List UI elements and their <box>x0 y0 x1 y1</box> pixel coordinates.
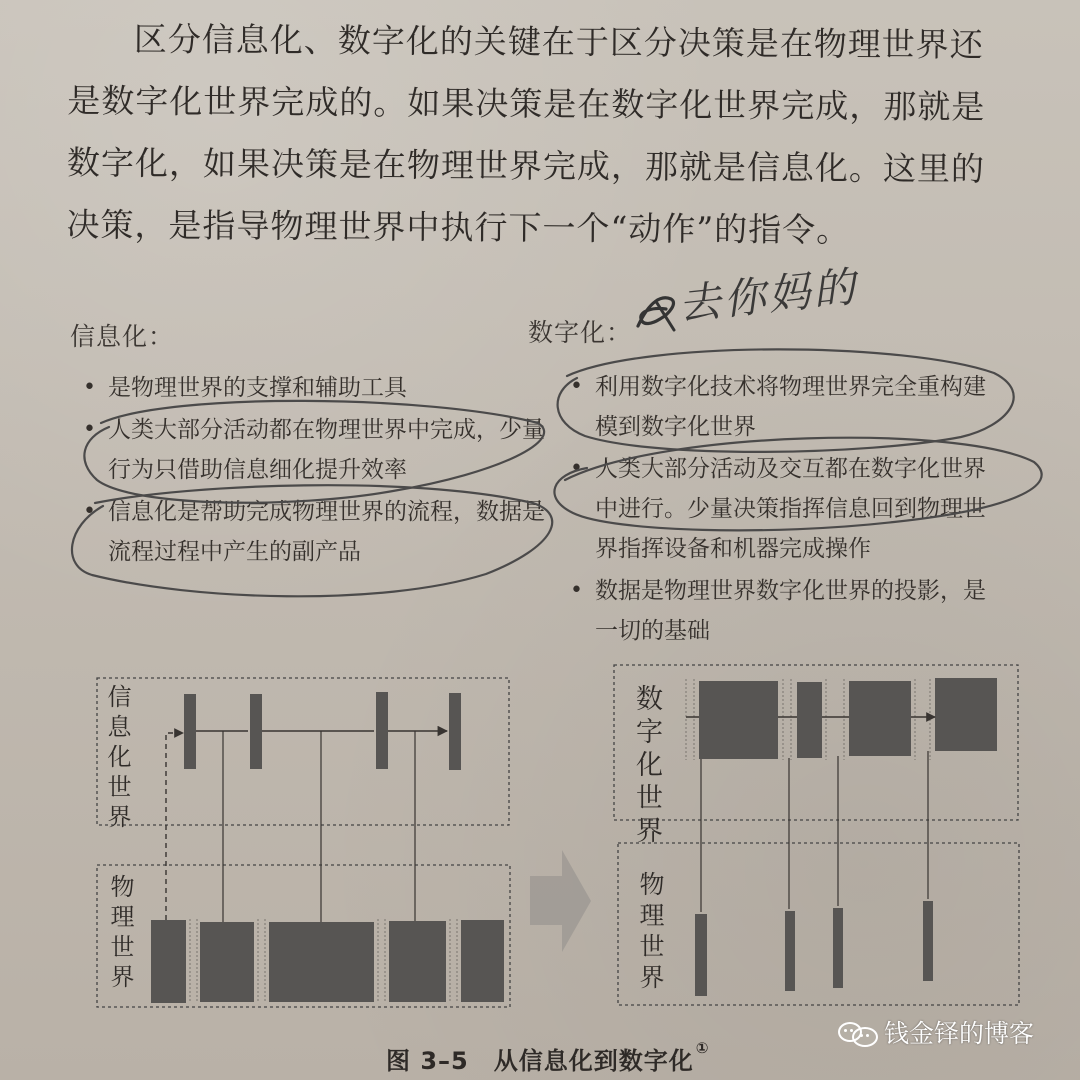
list-item: • 信息化是帮助完成物理世界的流程，数据是流程过程中产生的副产品 <box>78 492 548 572</box>
right-physical-bar-3 <box>833 908 843 988</box>
caption-text: 图 3–5 从信息化到数字化 <box>386 1047 694 1075</box>
informatization-heading: 信息化： <box>70 322 175 351</box>
physical-block-5 <box>461 920 504 1002</box>
list-item: • 利用数字化技术将物理世界完全重构建模到数字化世界 <box>565 367 1005 447</box>
right-diagram <box>614 665 1019 1005</box>
digital-block-3 <box>849 681 911 756</box>
list-item: • 数据是物理世界数字化世界的投影，是一切的基础 <box>565 571 1005 651</box>
physical-block-4 <box>389 921 446 1002</box>
chat-bubble-icon <box>852 1027 878 1047</box>
main-paragraph: 区分信息化、数字化的关键在于区分决策是在物理世界还是数字化世界完成的。如果决策是在数字化世界完成，那就是数字化，如果决策是在物理世界完成，那就是信息化。这里的决策，是指导物理世界中执行下一个“动作”的指令。 <box>66 19 986 250</box>
left-dashed-uplink <box>166 733 183 920</box>
right-physical-bar-4 <box>923 901 933 981</box>
info-block-4 <box>449 693 461 770</box>
blog-watermark <box>838 1009 1034 1055</box>
watermark-text: 钱金铎的博客 <box>884 1019 1035 1048</box>
list-item: • 是物理世界的支撑和辅助工具 <box>78 368 548 408</box>
right-digital-world-label: 数字化世界 <box>631 684 662 849</box>
info-block-1 <box>184 694 196 769</box>
right-physical-bar-2 <box>785 911 795 991</box>
digital-block-1 <box>699 681 778 759</box>
digital-block-2 <box>797 682 822 758</box>
bubble-dot <box>844 1029 847 1032</box>
transition-arrow <box>530 850 591 952</box>
digitization-heading: 数字化： <box>528 318 633 347</box>
right-physical-world-box <box>618 843 1019 1005</box>
left-info-world-label: 信息化世界 <box>103 684 131 834</box>
right-physical-bar-1 <box>695 914 707 996</box>
handwritten-note: 去你妈的 <box>676 261 861 330</box>
info-block-3 <box>376 692 388 769</box>
physical-block-2 <box>200 922 254 1002</box>
physical-block-1 <box>151 920 186 1003</box>
list-item: • 人类大部分活动都在物理世界中完成，少量行为只借助信息细化提升效率 <box>78 410 548 490</box>
left-diagram <box>97 678 510 1007</box>
bubble-dot <box>866 1034 869 1037</box>
right-vertical-links <box>701 751 928 912</box>
bubble-dot <box>850 1029 853 1032</box>
wechat-icon <box>838 1017 876 1047</box>
caption-footnote-marker: ① <box>695 1039 710 1057</box>
info-block-2 <box>250 694 262 769</box>
left-physical-world-label: 物理世界 <box>106 874 134 994</box>
left-info-world-box <box>97 678 509 825</box>
digital-block-4 <box>935 678 997 751</box>
figure-caption <box>386 1041 709 1076</box>
right-physical-world-label: 物理世界 <box>636 871 665 995</box>
physical-block-3 <box>269 922 374 1002</box>
list-item: • 人类大部分活动及交互都在数字化世界中进行。少量决策指挥信息回到物理世界指挥设备和机器完成操作 <box>565 449 1005 569</box>
bubble-dot <box>860 1034 863 1037</box>
